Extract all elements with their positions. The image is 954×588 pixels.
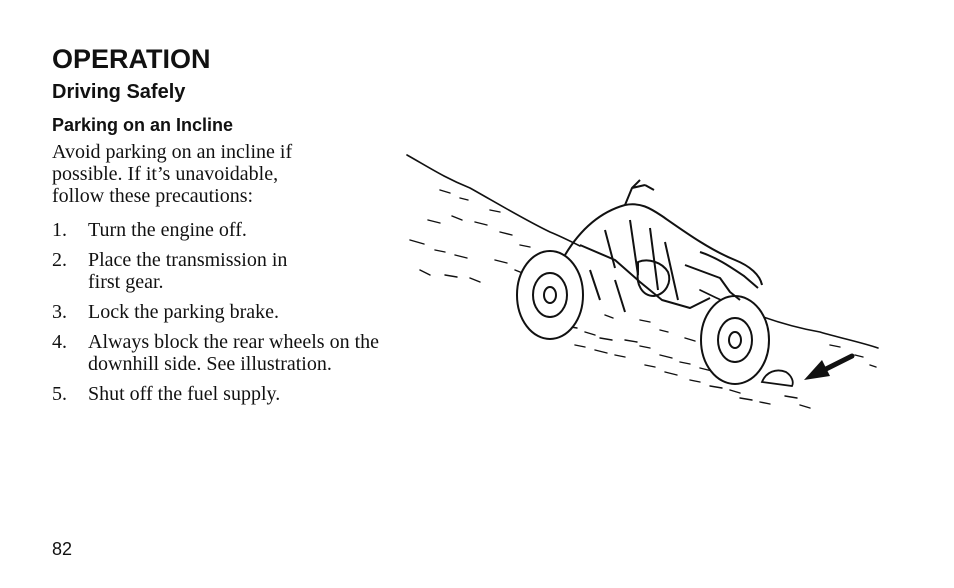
step-text xyxy=(88,301,279,323)
precautions-list xyxy=(52,219,432,413)
intro-line: possible. If it’s unavoidable, xyxy=(52,163,279,185)
step-number: 3. xyxy=(52,301,67,323)
step-line: Lock the parking brake. xyxy=(88,301,280,323)
arrow-icon xyxy=(804,356,852,380)
intro-line: follow these precautions: xyxy=(52,185,254,207)
step-line: first gear. xyxy=(88,271,164,293)
list-item xyxy=(52,249,432,293)
list-item xyxy=(52,383,432,405)
topic-title: Parking on an Incline xyxy=(52,115,234,135)
intro-paragraph xyxy=(52,141,352,207)
section-title: OPERATION xyxy=(52,44,211,74)
incline-parking-illustration xyxy=(400,150,890,430)
step-number: 2. xyxy=(52,249,67,271)
list-item xyxy=(52,331,432,375)
step-text xyxy=(88,331,379,375)
step-number: 5. xyxy=(52,383,67,405)
step-text xyxy=(88,383,280,405)
subsection-title: Driving Safely xyxy=(52,81,186,103)
wheel-block-icon xyxy=(762,370,793,386)
list-item xyxy=(52,301,432,323)
step-line: Always block the rear wheels on the xyxy=(88,331,380,353)
step-text xyxy=(88,249,287,293)
step-line: Shut off the fuel supply. xyxy=(88,383,281,405)
step-number: 4. xyxy=(52,331,67,353)
page-number: 82 xyxy=(52,539,73,559)
intro-line: Avoid parking on an incline if xyxy=(52,141,293,163)
step-line: Turn the engine off. xyxy=(88,219,247,241)
list-item xyxy=(52,219,432,241)
step-line: downhill side. See illustration. xyxy=(88,353,332,375)
hill-terrain xyxy=(407,155,878,408)
step-number: 1. xyxy=(52,219,67,241)
step-text xyxy=(88,219,247,241)
atv-icon xyxy=(517,180,769,384)
step-line: Place the transmission in xyxy=(88,249,288,271)
